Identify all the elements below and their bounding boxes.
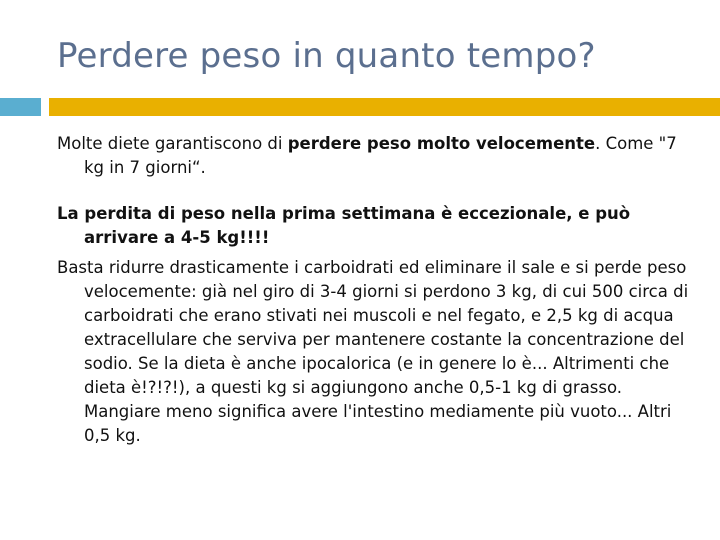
accent-bar-gold	[49, 98, 720, 116]
paragraph-2-bold-a: La perdita di peso nella prima settimana è eccezionale	[57, 204, 567, 223]
paragraph-2-bold-b: , e può arrivare a 4-5 kg!!!!	[84, 204, 631, 247]
slide-body	[57, 132, 697, 448]
paragraph-2	[57, 202, 697, 250]
paragraph-1-text-a: Molte diete garantiscono di	[57, 134, 288, 153]
accent-bar-blue	[0, 98, 41, 116]
slide-title: Perdere peso in quanto tempo?	[57, 36, 596, 76]
paragraph-1	[57, 132, 697, 180]
paragraph-1-text-c: . Come "7 kg in 7 giorni“.	[84, 134, 677, 177]
paragraph-1-bold: perdere peso molto velocemente	[287, 134, 596, 153]
paragraph-3: Basta ridurre drasticamente i carboidrati ed eliminare il sale e si perde peso velocemente: già nel giro di 3-4 giorni si perdono 3 kg, di cui 500 circa di carboidrati che erano stivati nei muscoli e nel fegato, e 2,5 kg di acqua extracellulare che serviva per mantenere costante la concentrazione del sodio. Se la dieta è anche ipocalorica (e in genere lo è... Altrimenti che dieta è!?!?!), a questi kg si aggiungono anche 0,5-1 kg di grasso. Mangiare meno significa avere l'intestino mediamente più vuoto... Altri 0,5 kg.	[57, 258, 689, 445]
